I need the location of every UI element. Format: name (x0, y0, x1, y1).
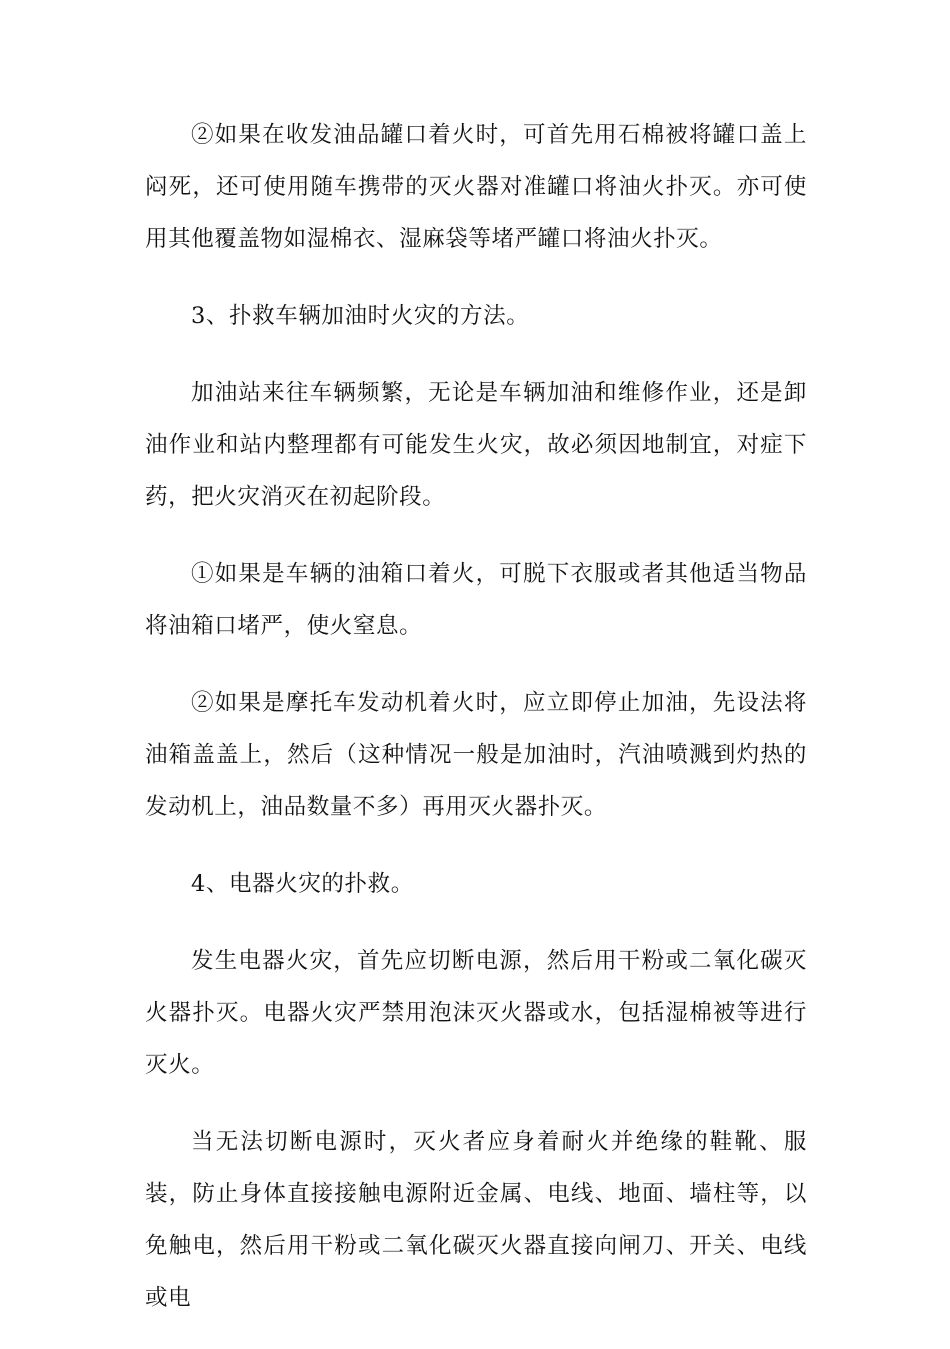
document-body (145, 109, 807, 1349)
paragraph-electrical-fire-no-power-cut: 当无法切断电源时，灭火者应身着耐火并绝缘的鞋靴、服装，防止身体直接接触电源附近金属、电线、地面、墙柱等，以免触电，然后用干粉或二氧化碳灭火器直接向闸刀、开关、电线或电 (145, 1129, 807, 1311)
paragraph-electrical-fire-cut-power: 发生电器火灾，首先应切断电源，然后用干粉或二氧化碳灭火器扑灭。电器火灾严禁用泡沫灭火器或水，包括湿棉被等进行灭火。 (145, 948, 807, 1078)
heading-electrical-fire: 4、电器火灾的扑救。 (191, 871, 414, 897)
paragraph-tank-mouth-fire: ②如果在收发油品罐口着火时，可首先用石棉被将罐口盖上闷死，还可使用随车携带的灭火器对准罐口将油火扑灭。亦可使用其他覆盖物如湿棉衣、湿麻袋等堵严罐口将油火扑灭。 (145, 122, 807, 252)
paragraph-fuel-tank-opening-fire: ①如果是车辆的油箱口着火，可脱下衣服或者其他适当物品将油箱口堵严，使火窒息。 (145, 561, 807, 639)
paragraph-station-fire-overview: 加油站来往车辆频繁，无论是车辆加油和维修作业，还是卸油作业和站内整理都有可能发生火灾，故必须因地制宜，对症下药，把火灾消灭在初起阶段。 (145, 380, 807, 510)
heading-vehicle-refueling-fire: 3、扑救车辆加油时火灾的方法。 (191, 303, 530, 329)
paragraph-motorcycle-engine-fire: ②如果是摩托车发动机着火时，应立即停止加油，先设法将油箱盖盖上，然后（这种情况一般是加油时，汽油喷溅到灼热的发动机上，油品数量不多）再用灭火器扑灭。 (145, 690, 807, 820)
